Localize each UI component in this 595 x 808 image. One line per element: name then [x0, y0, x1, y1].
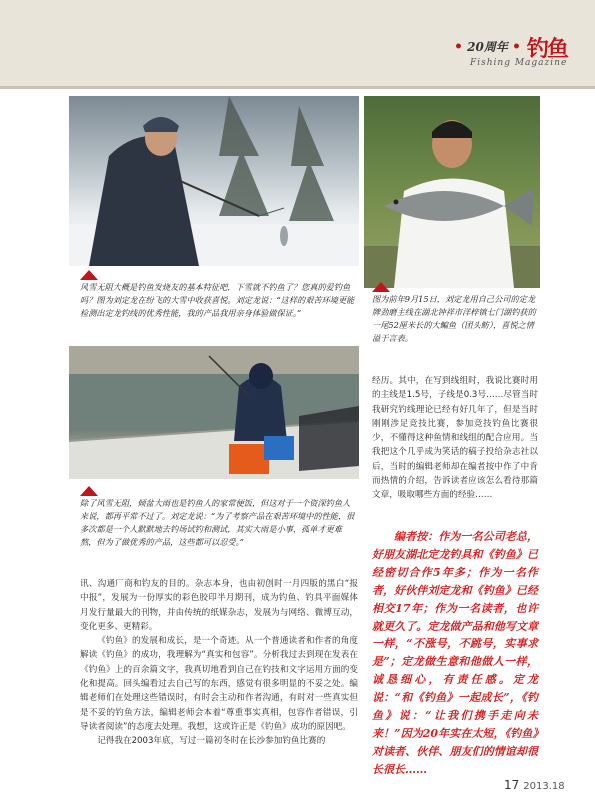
- article-right-column: 经历。其中，在写到线组时，我说比赛时用的主线是1.5号，子线是0.3号……尽管当时我研究钓线理论已经有好几年了，但是当时刚刚涉足竞技比赛，参加竞技钓鱼比赛很少，不懂得这种鱼情和线组的配合应用。当我把这个几乎成为笑话的稿子投给杂志社以后，当时的编辑老师却在编者按中作了中肯而热情的介绍，告诉读者应该怎么看待那篇文章，吸取哪些方面的经验……: [372, 376, 538, 501]
- paragraph: 记得我在2003年底，写过一篇初冬时在长沙参加钓鱼比赛的: [97, 736, 326, 747]
- magazine-logo: 钓鱼: [527, 36, 568, 62]
- page-footer: [504, 778, 565, 792]
- editor-note: 编者按：作为一名公司老总，好朋友湖北定龙钓具和《钓鱼》已经密切合作5年多；作为一名作者，好伙伴刘定龙和《钓鱼》已经相交17年；作为一名读者，也许就更久了。定龙做产品和他写文章一样，“不涨号，不跳号，实事求是”；定龙做生意和他做人一样，诚恳细心，有责任感。定龙说：“和《钓鱼》一起成长”，《钓鱼》说：“让我们携手走向未来！”因为20年实在太短，《钓鱼》对读者、伙伴、朋友们的情谊却很长很长……: [372, 530, 538, 776]
- issue-number: 2013.18: [523, 781, 565, 792]
- photo-snow-fishing: [69, 96, 359, 266]
- photo-caption-fish: 图为前年9月15日，刘定龙用自己公司的定龙牌劲磨主线在湖北钟祥市洋梓镇七门湖钓获的一尾52厘米长的大鳊鱼（团头鲂），喜悦之情溢于言表。: [372, 294, 536, 343]
- paragraph: 《钓鱼》的发展和成长，是一个奇迹。从一个普通读者和作者的角度解读《钓鱼》的成功，我理解为“真实和包容”。分析我过去到现在发表在《钓鱼》上的百余篇文字，我真切地看到自己在钓技和文字运用方面的变化和提高。回头编看过去自己写的东西，感觉有很多明显的不妥之处。编辑老师们在处理这些错误时，有时会主动和作者沟通，有时对一些真实但是不妥的钓鱼方法，编辑老师会本着“尊重事实真相，包容作者错误，引导读者阅读”的态度去处理。我想，这或许正是《钓鱼》成功的原因吧。: [80, 636, 358, 732]
- anniversary-label: • 20周年 •: [454, 39, 521, 55]
- caption-marker-2: [372, 282, 390, 292]
- caption-marker-1: [80, 270, 98, 280]
- article-left-column: [80, 577, 358, 749]
- magazine-name: Fishing Magazine: [470, 58, 568, 68]
- photo-holding-fish: [364, 96, 540, 288]
- caption-marker-3: [80, 486, 98, 496]
- page-number: 17: [504, 778, 520, 792]
- header-divider: [0, 86, 595, 89]
- photo-caption-rain: 除了风雪无阻，倾盆大雨也是钓鱼人的家常便饭，但这对于一个资深钓鱼人来说，都再平常不过了。刘定龙说：“为了考察产品在艰苦环境中的性能，很多次都是一个人默默地去钓场试钓和测试，其实大雨是小事，孤单才更难熬，但为了做优秀的产品，这些都可以忍受。”: [80, 498, 355, 547]
- paragraph: 讯、沟通厂商和钓友的目的。杂志本身，也由初创时一月四版的黑白“报中报”，发展为一份厚实的彩色胶印半月期刊，成为钓鱼、钓具平面媒体月发行量最大的刊物，并由传统的纸媒杂志，发展为与网络、微博互动，变化更多、更精彩。: [80, 579, 358, 632]
- photo-rain-fishing: [69, 346, 359, 479]
- photo-caption-snow: 风雪无阻大概是钓鱼发烧友的基本特征吧，下雪就不钓鱼了？您真的爱钓鱼吗？图为刘定龙在纷飞的大雪中收获喜悦。刘定龙说：“这样的艰苦环境更能检测出定龙钓线的优秀性能，我的产品我用亲身体验做保证。”: [80, 282, 355, 318]
